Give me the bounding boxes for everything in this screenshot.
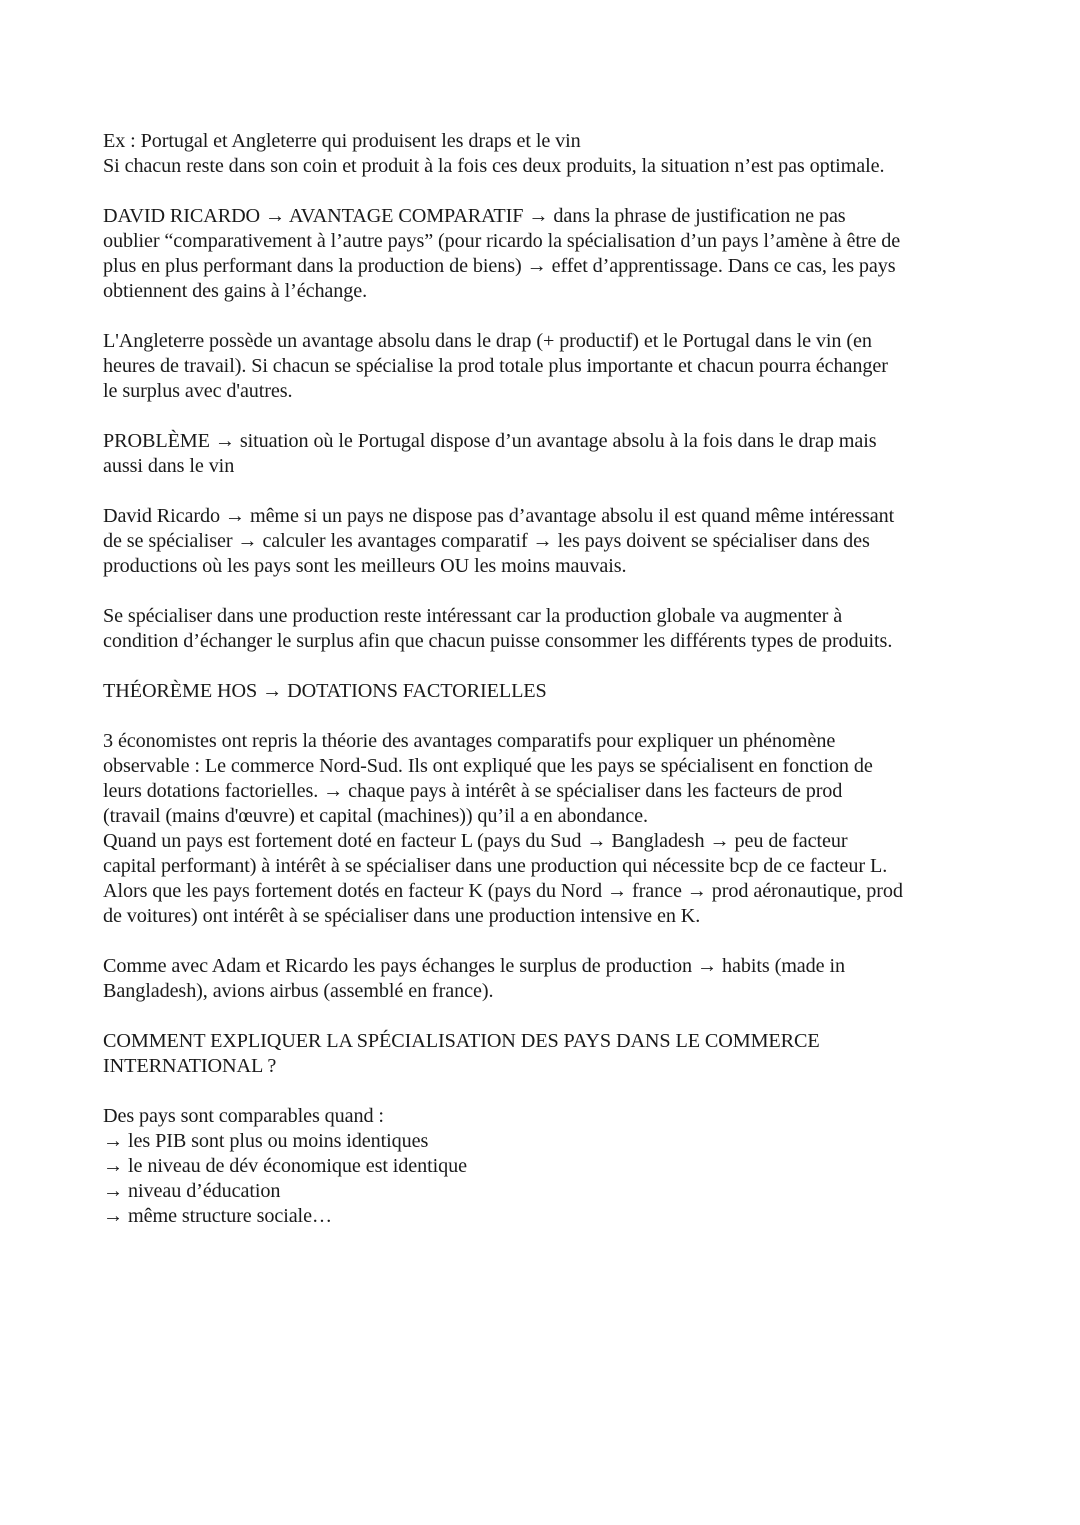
text-line: Se spécialiser dans une production reste intéressant car la production globale va augmenter à	[103, 605, 843, 627]
text-line: condition d’échanger le surplus afin que chacun puisse consommer les différents types de produits.	[103, 630, 893, 652]
section-heading: THÉORÈME HOS → DOTATIONS FACTORIELLES	[103, 680, 547, 702]
text-line: heures de travail). Si chacun se spécialise la prod totale plus importante et chacun pourra échanger	[103, 355, 888, 377]
text-line: 3 économistes ont repris la théorie des avantages comparatifs pour expliquer un phénomène	[103, 730, 836, 752]
text-line: observable : Le commerce Nord-Sud. Ils ont expliqué que les pays se spécialisent en fonction de	[103, 755, 873, 777]
text-line: Si chacun reste dans son coin et produit à la fois ces deux produits, la situation n’est pas optimale.	[103, 155, 885, 177]
text-line: DAVID RICARDO → AVANTAGE COMPARATIF → dans la phrase de justification ne pas	[103, 205, 846, 227]
list-item: → même structure sociale…	[103, 1205, 333, 1227]
text-line: Alors que les pays fortement dotés en facteur K (pays du Nord → france → prod aéronautique, prod	[103, 880, 903, 902]
text-line: Comme avec Adam et Ricardo les pays échanges le surplus de production → habits (made in	[103, 955, 845, 977]
text-line: obtiennent des gains à l’échange.	[103, 280, 368, 302]
text-line: aussi dans le vin	[103, 455, 235, 477]
text-line: Quand un pays est fortement doté en facteur L (pays du Sud → Bangladesh → peu de facteur	[103, 830, 848, 852]
section-heading: COMMENT EXPLIQUER LA SPÉCIALISATION DES PAYS DANS LE COMMERCE	[103, 1030, 820, 1052]
text-line: de voitures) ont intérêt à se spécialiser dans une production intensive en K.	[103, 905, 701, 927]
section-heading: INTERNATIONAL ?	[103, 1055, 277, 1077]
text-line: oublier “comparativement à l’autre pays” (pour ricardo la spécialisation d’un pays l’amène à être de	[103, 230, 901, 252]
list-item: → le niveau de dév économique est identique	[103, 1155, 468, 1177]
text-line: PROBLÈME → situation où le Portugal dispose d’un avantage absolu à la fois dans le drap mais	[103, 430, 877, 452]
text-line: Ex : Portugal et Angleterre qui produisent les draps et le vin	[103, 130, 581, 152]
text-line: capital performant) à intérêt à se spécialiser dans une production qui nécessite bcp de ce facteur L.	[103, 855, 888, 877]
text-line: David Ricardo → même si un pays ne dispose pas d’avantage absolu il est quand même intéressant	[103, 505, 895, 527]
text-line: le surplus avec d'autres.	[103, 380, 293, 402]
text-line: (travail (mains d'œuvre) et capital (machines)) qu’il a en abondance.	[103, 805, 648, 827]
text-line: leurs dotations factorielles. → chaque pays à intérêt à se spécialiser dans les facteurs de prod	[103, 780, 843, 802]
text-line: productions où les pays sont les meilleurs OU les moins mauvais.	[103, 555, 627, 577]
text-line: L'Angleterre possède un avantage absolu dans le drap (+ productif) et le Portugal dans le vin (en	[103, 330, 872, 352]
list-item: → les PIB sont plus ou moins identiques	[103, 1130, 429, 1152]
text-line: Bangladesh), avions airbus (assemblé en france).	[103, 980, 494, 1002]
text-line: plus en plus performant dans la production de biens) → effet d’apprentissage. Dans ce cas, les pays	[103, 255, 896, 277]
text-line: de se spécialiser → calculer les avantages comparatif → les pays doivent se spécialiser dans des	[103, 530, 870, 552]
list-item: → niveau d’éducation	[103, 1180, 281, 1202]
list-intro: Des pays sont comparables quand :	[103, 1105, 384, 1127]
